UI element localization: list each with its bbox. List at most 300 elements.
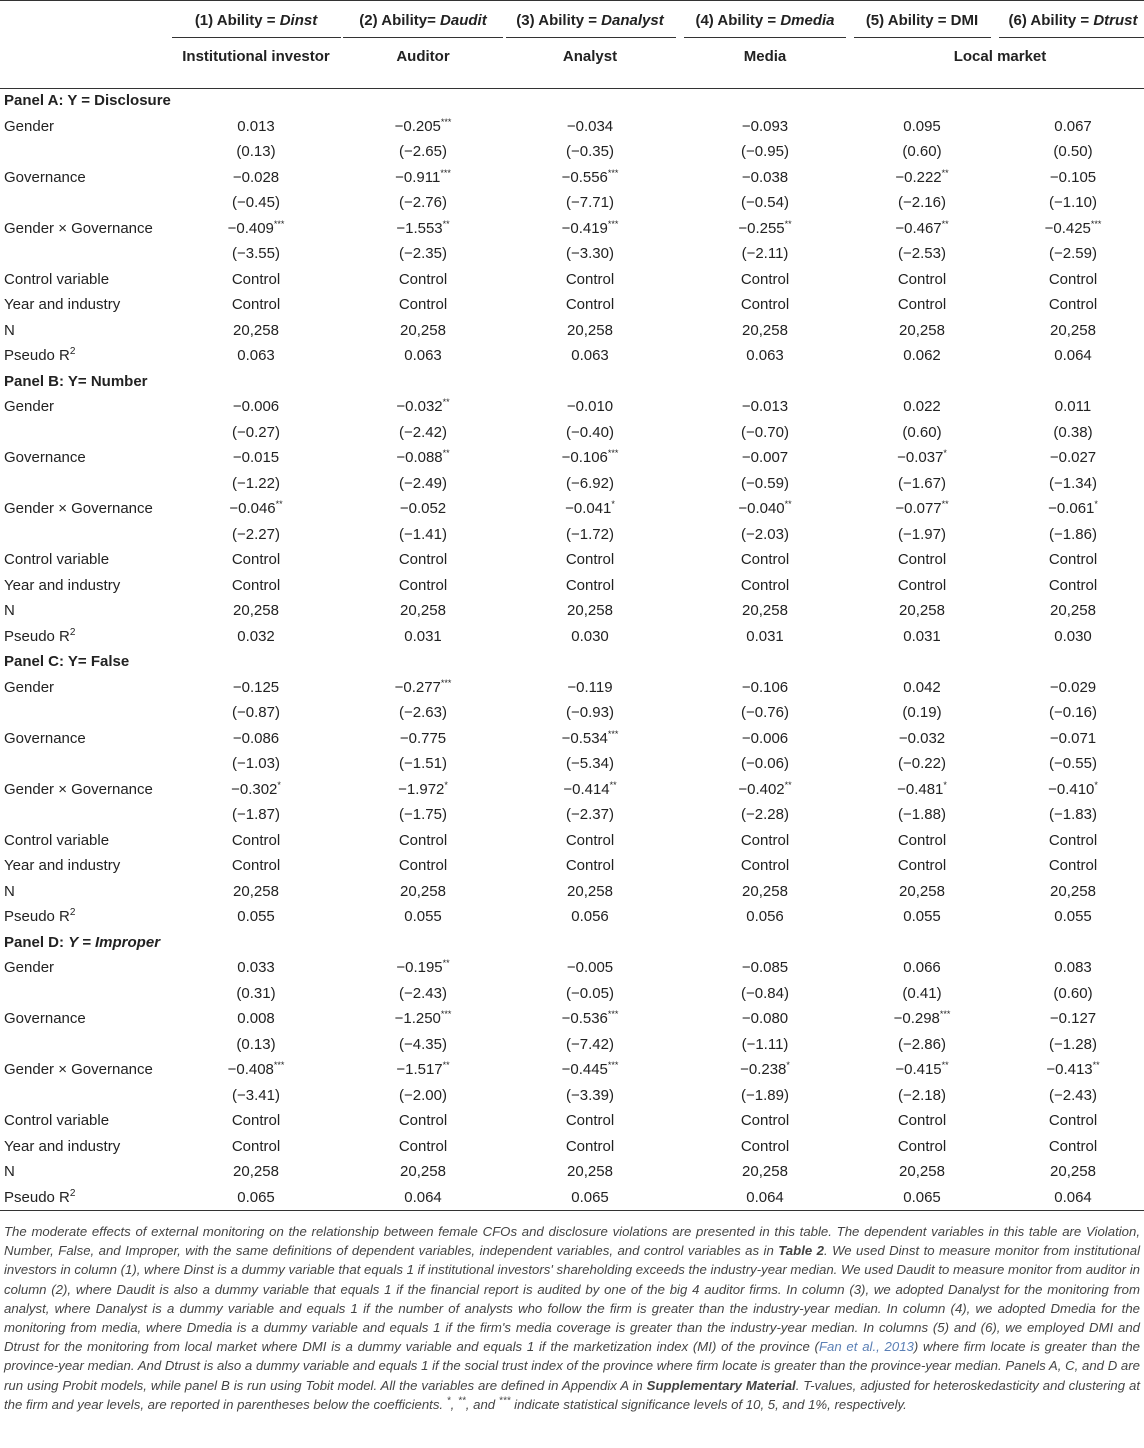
table-cell: −0.402** bbox=[738, 779, 792, 798]
row-label: Pseudo $R^2$ bbox=[4, 626, 76, 645]
row-label: Gender × Governance bbox=[4, 219, 153, 237]
table-cell: 20,258 bbox=[742, 602, 788, 619]
table-cell: −0.027 bbox=[1049, 449, 1097, 466]
table-cell: −0.006 bbox=[232, 398, 280, 415]
significance-stars: * bbox=[1094, 779, 1098, 790]
table-cell: (−3.55) bbox=[232, 245, 280, 262]
panel-title: Panel B: Y= Number bbox=[4, 372, 148, 390]
table-cell: Control bbox=[398, 576, 448, 594]
table-cell: −0.467** bbox=[895, 218, 949, 237]
table-cell: 20,258 bbox=[567, 321, 613, 339]
table-row bbox=[0, 318, 1144, 344]
table-cell: (−7.42) bbox=[566, 1035, 614, 1053]
row-label: Gender bbox=[4, 398, 55, 415]
table-cell: (−0.05) bbox=[566, 984, 614, 1002]
row-label: Year and industry bbox=[4, 857, 121, 874]
table-cell: Control bbox=[740, 1137, 790, 1155]
table-row bbox=[0, 828, 1144, 854]
table-cell: 20,258 bbox=[233, 321, 279, 339]
table-cell: 0.067 bbox=[1054, 117, 1092, 135]
table-cell: 0.008 bbox=[237, 1010, 275, 1027]
table-cell: −0.106 bbox=[741, 678, 789, 696]
table-cell: 20,258 bbox=[400, 1163, 446, 1180]
table-row bbox=[0, 598, 1144, 624]
table-cell: (−3.30) bbox=[566, 245, 614, 262]
table-cell: Control bbox=[398, 857, 448, 874]
table-cell: (0.50) bbox=[1053, 143, 1093, 160]
table-cell: −0.775 bbox=[399, 729, 447, 747]
table-cell: 0.083 bbox=[1054, 959, 1092, 976]
table-cell: (−0.59) bbox=[741, 474, 789, 492]
significance-stars: ** bbox=[442, 397, 450, 407]
table-cell: Control bbox=[740, 831, 790, 849]
table-cell: Control bbox=[1048, 1137, 1098, 1155]
table-cell: Control bbox=[1048, 576, 1098, 594]
table-cell: (0.60) bbox=[1053, 984, 1093, 1002]
table-cell: (−4.35) bbox=[399, 1035, 447, 1053]
table-cell: 20,258 bbox=[899, 882, 945, 900]
significance-stars: ** bbox=[784, 499, 792, 509]
table-cell: 0.056 bbox=[571, 908, 609, 925]
table-cell: −0.302* bbox=[231, 779, 281, 798]
table-cell: −0.415** bbox=[895, 1060, 949, 1078]
table-cell: (−0.55) bbox=[1049, 755, 1097, 772]
table-row bbox=[0, 394, 1144, 420]
table-row bbox=[0, 751, 1144, 777]
table-cell: Control bbox=[565, 551, 615, 568]
table-cell: 0.055 bbox=[1054, 908, 1092, 925]
table-cell: (−1.75) bbox=[399, 806, 447, 823]
table-row bbox=[0, 802, 1144, 828]
significance-stars: ** bbox=[442, 1060, 450, 1070]
row-label: Pseudo $R^2$ bbox=[4, 346, 76, 364]
significance-stars: ** bbox=[941, 218, 949, 229]
table-cell: 0.031 bbox=[404, 627, 442, 645]
significance-stars: ** bbox=[1092, 1060, 1100, 1070]
row-label: Governance bbox=[4, 168, 86, 186]
significance-stars: *** bbox=[607, 728, 619, 739]
significance-stars: ** bbox=[941, 499, 949, 509]
row-label-superscript: 2 bbox=[69, 907, 76, 918]
table-cell: (−1.22) bbox=[232, 474, 280, 492]
note-table-ref[interactable]: Table 2 bbox=[778, 1243, 824, 1259]
table-cell: −0.006 bbox=[741, 729, 789, 747]
table-cell: Control bbox=[1048, 270, 1098, 288]
significance-stars: *** bbox=[273, 1060, 285, 1070]
row-label: Governance bbox=[4, 729, 86, 747]
panel-title-row bbox=[0, 369, 1144, 395]
table-cell: (−0.93) bbox=[566, 704, 614, 721]
table-row bbox=[0, 216, 1144, 242]
significance-stars: ** bbox=[941, 167, 949, 178]
table-cell: 20,258 bbox=[1050, 602, 1096, 619]
row-label: Control variable bbox=[4, 831, 110, 849]
table-cell: 20,258 bbox=[899, 602, 945, 619]
row-label: Pseudo $R^2$ bbox=[4, 1187, 76, 1206]
table-cell: Control bbox=[740, 857, 790, 874]
table-row bbox=[0, 853, 1144, 879]
column-header-prefix: (5) Ability = DMI bbox=[865, 12, 979, 29]
table-cell: (−1.86) bbox=[1049, 525, 1097, 543]
table-cell: 0.064 bbox=[404, 1188, 442, 1206]
table-cell: (−0.84) bbox=[741, 984, 789, 1002]
panel-title-row bbox=[0, 88, 1144, 114]
table-cell: −0.032** bbox=[396, 397, 450, 415]
table-cell: 20,258 bbox=[400, 602, 446, 619]
table-row bbox=[0, 777, 1144, 803]
table-cell: 0.064 bbox=[1054, 347, 1092, 364]
row-label: Gender × Governance bbox=[4, 780, 153, 798]
table-cell: −0.556*** bbox=[561, 167, 619, 186]
table-cell: −0.046** bbox=[229, 499, 283, 517]
column-header bbox=[695, 12, 834, 29]
table-cell: (0.60) bbox=[902, 423, 942, 441]
significance-stars: *** bbox=[273, 218, 285, 229]
significance-stars: *** bbox=[440, 167, 451, 178]
table-row bbox=[0, 624, 1144, 650]
table-cell: Control bbox=[897, 551, 947, 568]
table-cell: (−2.42) bbox=[399, 423, 447, 441]
table-cell: 20,258 bbox=[1050, 882, 1096, 900]
table-cell: Control bbox=[740, 576, 790, 594]
table-row bbox=[0, 292, 1144, 318]
significance-stars: *** bbox=[440, 1009, 452, 1019]
table-cell: 20,258 bbox=[400, 321, 446, 339]
table-cell: 20,258 bbox=[899, 1163, 945, 1180]
table-cell: −0.536*** bbox=[561, 1009, 619, 1027]
column-group-label: Auditor bbox=[396, 48, 450, 65]
table-cell: (−0.54) bbox=[741, 194, 789, 211]
table-cell: −1.972* bbox=[398, 779, 448, 798]
table-row bbox=[0, 726, 1144, 752]
table-cell: (−3.39) bbox=[566, 1086, 614, 1104]
significance-stars: *** bbox=[607, 1009, 619, 1019]
table-cell: (−1.03) bbox=[232, 755, 280, 772]
table-cell: 0.065 bbox=[903, 1188, 941, 1206]
table-cell: 20,258 bbox=[400, 882, 446, 900]
table-cell: −0.481* bbox=[897, 779, 947, 798]
table-cell: 0.033 bbox=[237, 959, 275, 976]
column-header-variable: Daudit bbox=[440, 12, 487, 29]
table-header bbox=[0, 0, 1144, 88]
table-cell: −0.088** bbox=[396, 448, 450, 466]
table-cell: −0.298*** bbox=[893, 1009, 951, 1027]
table-row bbox=[0, 1032, 1144, 1058]
table-cell: (−0.22) bbox=[898, 755, 946, 772]
table-row bbox=[0, 190, 1144, 216]
row-label: N bbox=[4, 1163, 15, 1180]
table-cell: Control bbox=[565, 831, 615, 849]
table-cell: −0.410* bbox=[1048, 779, 1098, 798]
significance-stars: *** bbox=[440, 116, 452, 127]
column-header-prefix: (1) Ability = bbox=[194, 12, 280, 29]
table-cell: 20,258 bbox=[1050, 321, 1096, 339]
table-cell: (−2.59) bbox=[1049, 245, 1097, 262]
significance-stars: * bbox=[943, 448, 947, 458]
table-row bbox=[0, 1185, 1144, 1211]
table-cell: −0.034 bbox=[566, 117, 614, 135]
table-cell: Control bbox=[398, 296, 448, 313]
table-cell: Control bbox=[897, 1112, 947, 1129]
note-text: ) where firm locate is greater than the province-year median. And Dtrust is also a dummy variable and equals 1 if the social trust index of the province where firm locate is greater than the province-year median. Panels A, C, and D are run using Probit models, while panel B is run using Tobit model. All the variables are defined in Appendix A in bbox=[4, 1339, 1140, 1393]
significance-stars: ** bbox=[442, 218, 450, 229]
table-row bbox=[0, 547, 1144, 573]
table-cell: Control bbox=[231, 831, 281, 849]
table-cell: (−0.87) bbox=[232, 704, 280, 721]
table-cell: (−2.18) bbox=[898, 1086, 946, 1104]
table-cell: −0.409*** bbox=[227, 218, 285, 237]
table-cell: 0.030 bbox=[1054, 627, 1092, 645]
table-cell: Control bbox=[565, 270, 615, 288]
table-row bbox=[0, 1057, 1144, 1083]
significance-stars: ** bbox=[941, 1060, 949, 1070]
table-cell: (−2.28) bbox=[741, 806, 789, 823]
significance-stars: ** bbox=[442, 448, 450, 458]
table-cell: (−1.10) bbox=[1049, 194, 1097, 211]
column-header bbox=[1008, 12, 1137, 29]
row-label: Year and industry bbox=[4, 576, 121, 594]
table-cell: (−0.70) bbox=[741, 423, 789, 441]
column-header-variable: Dmedia bbox=[780, 12, 835, 29]
table-cell: Control bbox=[565, 1137, 615, 1155]
table-cell: (−2.86) bbox=[898, 1035, 946, 1053]
table-cell: (−2.11) bbox=[741, 245, 789, 262]
table-cell: 20,258 bbox=[567, 602, 613, 619]
table-cell: (−1.88) bbox=[898, 806, 946, 823]
significance-stars: *** bbox=[939, 1009, 951, 1019]
table-cell: 0.013 bbox=[237, 117, 275, 135]
column-group-label: Local market bbox=[953, 48, 1047, 65]
table-cell: 20,258 bbox=[233, 1163, 279, 1180]
panel-title-variable: Y = Improper bbox=[68, 933, 161, 951]
row-label-superscript: 2 bbox=[69, 346, 76, 357]
table-cell: (−1.41) bbox=[399, 525, 447, 543]
table-cell: 0.056 bbox=[746, 908, 784, 925]
table-cell: (−2.53) bbox=[898, 245, 946, 262]
column-header-underline bbox=[343, 37, 503, 38]
row-label: Gender × Governance bbox=[4, 1061, 153, 1078]
table-cell: −0.071 bbox=[1049, 729, 1097, 747]
table-cell: −0.277*** bbox=[394, 677, 452, 696]
table-footnote bbox=[4, 1222, 1140, 1414]
table-cell: (−2.37) bbox=[566, 806, 614, 823]
table-cell: −0.077** bbox=[895, 499, 949, 517]
table-cell: Control bbox=[398, 1137, 448, 1155]
row-label: Year and industry bbox=[4, 1137, 121, 1155]
table-row bbox=[0, 139, 1144, 165]
table-cell: 20,258 bbox=[1050, 1163, 1096, 1180]
table-cell: Control bbox=[398, 270, 448, 288]
table-cell: 0.063 bbox=[237, 347, 275, 364]
column-header-underline bbox=[854, 37, 991, 38]
table-cell: (−1.11) bbox=[741, 1035, 789, 1053]
column-header-variable: Dtrust bbox=[1093, 12, 1138, 29]
table-cell: (−2.35) bbox=[399, 245, 447, 262]
row-label: N bbox=[4, 321, 15, 339]
row-label: Governance bbox=[4, 449, 86, 466]
table-cell: −1.250*** bbox=[394, 1009, 452, 1027]
table-cell: (−2.16) bbox=[898, 194, 946, 211]
table-cell: (−0.45) bbox=[232, 194, 280, 211]
note-star: *** bbox=[498, 1395, 511, 1407]
table-cell: −0.105 bbox=[1049, 168, 1097, 186]
note-text: The moderate effects of external monitoring on the relationship between female CFOs and disclosure violations are presented in this table. The dependent variables in this table are Violation, Number, False, and Improper, with the same definitions of dependent variables, independent variables, and control variables as in bbox=[4, 1224, 1140, 1259]
row-label: Control variable bbox=[4, 270, 110, 288]
table-cell: Control bbox=[231, 576, 281, 594]
column-header bbox=[195, 12, 317, 29]
note-text: indicate statistical significance levels of 10, 5, and 1%, respectively. bbox=[510, 1396, 907, 1412]
note-supplementary-link[interactable]: Supplementary Material bbox=[646, 1377, 796, 1393]
note-star: ** bbox=[458, 1395, 466, 1407]
table-cell: Control bbox=[398, 831, 448, 849]
table-cell: 0.055 bbox=[903, 908, 941, 925]
table-cell: 20,258 bbox=[567, 882, 613, 900]
table-cell: −0.040** bbox=[738, 499, 792, 517]
table-cell: (−1.51) bbox=[399, 755, 447, 772]
panel-title-row bbox=[0, 649, 1144, 675]
table-cell: 20,258 bbox=[567, 1163, 613, 1180]
table-cell: −0.007 bbox=[741, 449, 789, 466]
table-cell: (−0.35) bbox=[566, 143, 614, 160]
table-cell: −0.032 bbox=[898, 729, 946, 747]
table-cell: 0.064 bbox=[746, 1188, 784, 1206]
table-cell: 0.095 bbox=[903, 117, 941, 135]
table-row bbox=[0, 522, 1144, 548]
table-cell: 0.030 bbox=[571, 627, 609, 645]
table-cell: (−2.76) bbox=[399, 194, 447, 211]
table-row bbox=[0, 675, 1144, 701]
table-cell: −0.085 bbox=[741, 959, 789, 976]
table-row bbox=[0, 879, 1144, 905]
table-cell: Control bbox=[1048, 1112, 1098, 1129]
table-cell: Control bbox=[231, 1112, 281, 1129]
table-cell: Control bbox=[740, 296, 790, 313]
table-cell: 20,258 bbox=[233, 602, 279, 619]
table-cell: −0.125 bbox=[232, 678, 280, 696]
table-cell: −0.911*** bbox=[395, 167, 451, 186]
table-cell: 0.055 bbox=[237, 908, 275, 925]
significance-stars: *** bbox=[607, 448, 619, 458]
panel-title: Panel D: Y = Improper bbox=[4, 933, 161, 951]
row-label: Control variable bbox=[4, 1112, 110, 1129]
row-label: Gender × Governance bbox=[4, 500, 153, 517]
table-cell: Control bbox=[897, 857, 947, 874]
table-cell: 0.011 bbox=[1054, 398, 1092, 415]
table-row bbox=[0, 700, 1144, 726]
table-cell: (0.19) bbox=[902, 704, 942, 721]
table-cell: (−1.72) bbox=[566, 525, 614, 543]
table-cell: 20,258 bbox=[742, 321, 788, 339]
significance-stars: *** bbox=[607, 218, 619, 229]
table-cell: (−5.34) bbox=[566, 755, 614, 772]
significance-stars: * bbox=[444, 779, 448, 790]
table-cell: (−2.43) bbox=[1049, 1086, 1097, 1104]
table-cell: −0.005 bbox=[566, 959, 614, 976]
table-cell: Control bbox=[565, 576, 615, 594]
column-header-underline bbox=[506, 37, 676, 38]
table-cell: (−0.06) bbox=[741, 755, 789, 772]
note-text: , and bbox=[465, 1396, 499, 1412]
table-cell: Control bbox=[1048, 831, 1098, 849]
row-label-superscript: 2 bbox=[69, 626, 76, 638]
table-row bbox=[0, 573, 1144, 599]
table-cell: −0.015 bbox=[232, 449, 280, 466]
table-cell: −0.093 bbox=[741, 117, 789, 135]
note-citation-link[interactable]: Fan et al., 2013 bbox=[818, 1339, 914, 1355]
table-cell: (−0.16) bbox=[1049, 704, 1097, 721]
table-row bbox=[0, 496, 1144, 522]
table-cell: −0.029 bbox=[1049, 678, 1097, 696]
table-cell: (−3.41) bbox=[232, 1086, 280, 1104]
table-cell: −0.080 bbox=[741, 1010, 789, 1027]
table-cell: Control bbox=[231, 270, 281, 288]
table-cell: (−2.03) bbox=[741, 525, 789, 543]
table-cell: (−1.97) bbox=[898, 525, 946, 543]
table-cell: −0.255** bbox=[738, 218, 792, 237]
table-cell: −0.037* bbox=[897, 448, 947, 466]
table-cell: Control bbox=[231, 1137, 281, 1155]
table-cell: 20,258 bbox=[233, 882, 279, 900]
column-header bbox=[866, 12, 978, 29]
table-cell: 20,258 bbox=[742, 882, 788, 900]
significance-stars: * bbox=[1094, 499, 1098, 509]
table-cell: −0.013 bbox=[741, 398, 789, 415]
row-label: Pseudo $R^2$ bbox=[4, 907, 76, 925]
column-header-underline bbox=[172, 37, 341, 38]
table-row bbox=[0, 955, 1144, 981]
table-cell: Control bbox=[1048, 551, 1098, 568]
column-header-prefix: (4) Ability = bbox=[695, 12, 781, 29]
table-cell: 20,258 bbox=[742, 1163, 788, 1180]
table-cell: (0.60) bbox=[902, 143, 942, 160]
table-row bbox=[0, 165, 1144, 191]
table-cell: 0.063 bbox=[571, 347, 609, 364]
significance-stars: * bbox=[611, 499, 615, 509]
table-cell: Control bbox=[565, 296, 615, 313]
table-cell: Control bbox=[565, 857, 615, 874]
table-row bbox=[0, 420, 1144, 446]
table-cell: Control bbox=[1048, 296, 1098, 313]
table-cell: 0.031 bbox=[903, 627, 941, 645]
table-cell: (−1.28) bbox=[1049, 1035, 1097, 1053]
table-cell: Control bbox=[1048, 857, 1098, 874]
table-cell: (−1.87) bbox=[232, 806, 280, 823]
table-cell: −0.414** bbox=[563, 779, 617, 798]
table-cell: (−0.40) bbox=[566, 423, 614, 441]
table-cell: −0.425*** bbox=[1044, 218, 1102, 237]
table-cell: (−2.63) bbox=[399, 704, 447, 721]
table-cell: Control bbox=[897, 831, 947, 849]
table-row bbox=[0, 241, 1144, 267]
table-cell: (−0.95) bbox=[741, 143, 789, 160]
column-header-underline bbox=[999, 37, 1144, 38]
table-cell: −0.061* bbox=[1048, 499, 1098, 517]
row-label: N bbox=[4, 882, 15, 900]
table-cell: −0.106*** bbox=[561, 448, 619, 466]
column-header-underline bbox=[684, 37, 846, 38]
table-cell: Control bbox=[740, 551, 790, 568]
panel-title-row bbox=[0, 930, 1144, 956]
table-cell: −0.195** bbox=[396, 958, 450, 976]
table-row bbox=[0, 1083, 1144, 1109]
significance-stars: ** bbox=[609, 779, 617, 790]
significance-stars: ** bbox=[275, 499, 283, 509]
table-cell: 0.065 bbox=[571, 1188, 609, 1206]
table-cell: (0.31) bbox=[236, 984, 276, 1002]
table-cell: Control bbox=[398, 551, 448, 568]
table-cell: (0.41) bbox=[902, 984, 942, 1002]
table-cell: (−2.65) bbox=[399, 143, 447, 160]
